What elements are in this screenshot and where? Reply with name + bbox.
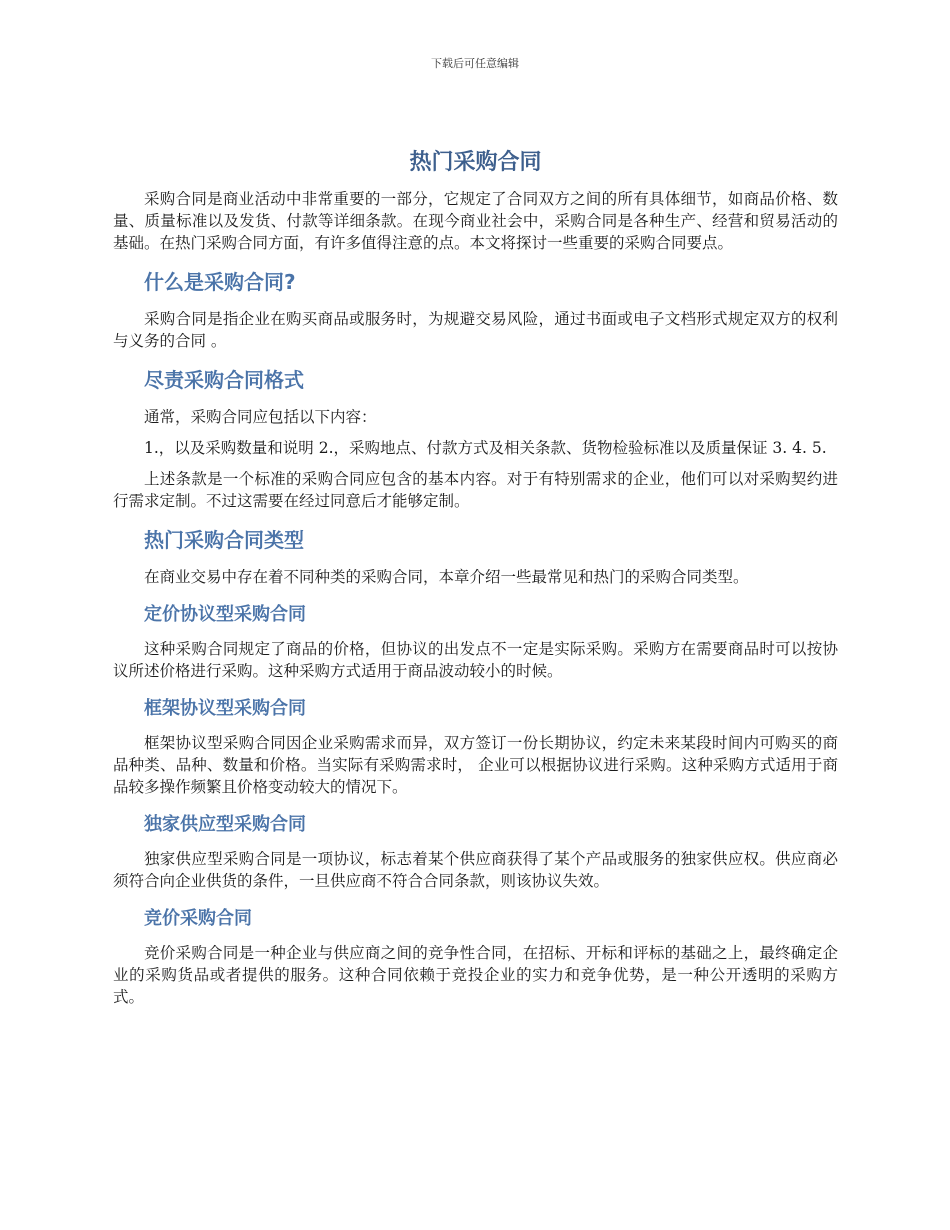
subsection-exclusive-body: 独家供应型采购合同是一项协议，标志着某个供应商获得了某个产品或服务的独家供应权。供应商必须符合向企业供货的条件，一旦供应商不符合合同条款，则该协议失效。 <box>113 850 838 890</box>
section-format-p2: 1.，以及采购数量和说明 2.，采购地点、付款方式及相关条款、货物检验标准以及质量保证 3. 4. 5. <box>144 439 827 457</box>
intro-paragraph: 采购合同是商业活动中非常重要的一部分，它规定了合同双方之间的所有具体细节，如商品价格、数量、质量标准以及发货、付款等详细条款。在现今商业社会中，采购合同是各种生产、经营和贸易活动的基础。在热门采购合同方面，有许多值得注意的点。本文将探讨一些重要的采购合同要点。 <box>113 190 838 252</box>
subsection-heading-bidding: 竞价采购合同 <box>144 908 252 929</box>
section-format-p3: 上述条款是一个标准的采购合同应包含的基本内容。对于有特别需求的企业，他们可以对采购契约进行需求定制。不过这需要在经过同意后才能够定制。 <box>113 470 838 510</box>
section-format-p1: 通常，采购合同应包括以下内容： <box>144 408 377 426</box>
document-title: 热门采购合同 <box>409 150 542 175</box>
page-header-note: 下载后可任意编辑 <box>431 57 519 70</box>
subsection-framework-body: 框架协议型采购合同因企业采购需求而异，双方签订一份长期协议，约定未来某段时间内可购买的商品种类、品种、数量和价格。当实际有采购需求时， 企业可以根据协议进行采购。这种采购方式适用于商品较多操作频繁且价格变动较大的情况下。 <box>113 734 838 796</box>
section-heading-types: 热门采购合同类型 <box>144 528 304 552</box>
subsection-heading-exclusive: 独家供应型采购合同 <box>144 814 306 835</box>
subsection-heading-fixed-price: 定价协议型采购合同 <box>144 604 306 625</box>
section-heading-what-is: 什么是采购合同? <box>144 270 296 294</box>
section-types-body: 在商业交易中存在着不同种类的采购合同，本章介绍一些最常见和热门的采购合同类型。 <box>144 568 749 586</box>
section-what-is-body: 采购合同是指企业在购买商品或服务时，为规避交易风险，通过书面或电子文档形式规定双方的权利与义务的合同 。 <box>113 310 838 350</box>
subsection-fixed-price-body: 这种采购合同规定了商品的价格，但协议的出发点不一定是实际采购。采购方在需要商品时可以按协议所述价格进行采购。这种采购方式适用于商品波动较小的时候。 <box>113 640 838 680</box>
subsection-bidding-body: 竞价采购合同是一种企业与供应商之间的竞争性合同，在招标、开标和评标的基础之上，最终确定企业的采购货品或者提供的服务。这种合同依赖于竞投企业的实力和竞争优势，是一种公开透明的采购方式。 <box>113 944 838 1006</box>
section-heading-format: 尽责采购合同格式 <box>144 368 304 392</box>
document-body <box>113 146 838 1017</box>
subsection-heading-framework: 框架协议型采购合同 <box>144 698 306 719</box>
